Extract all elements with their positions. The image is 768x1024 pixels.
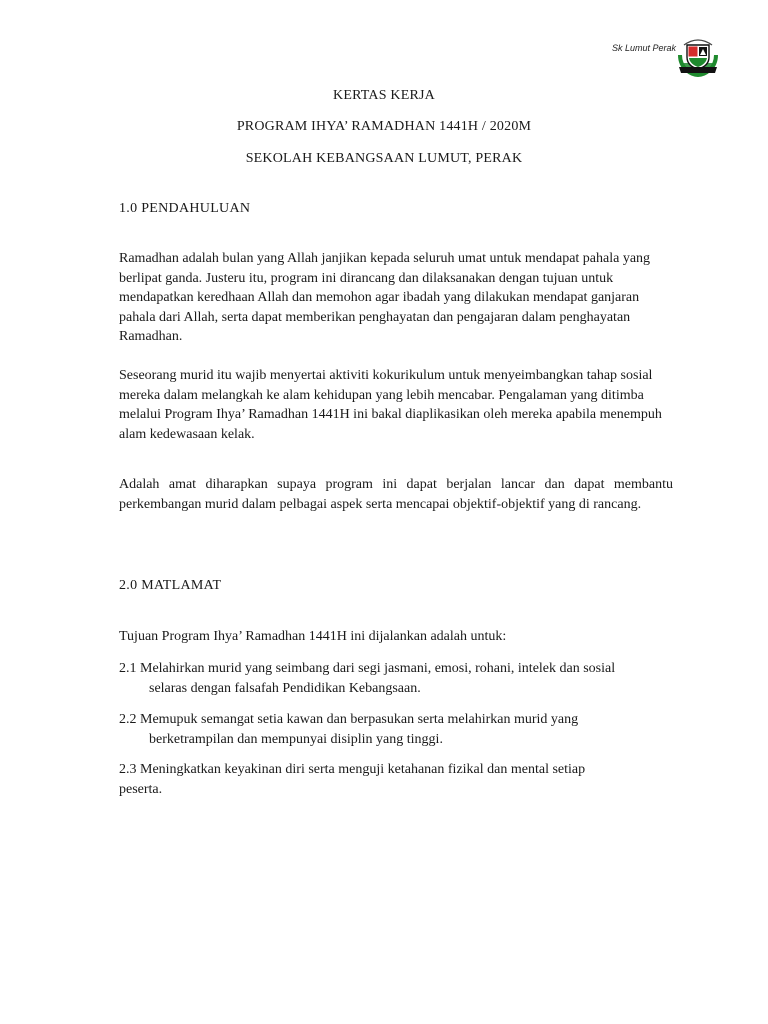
school-crest-icon bbox=[674, 33, 722, 79]
paragraph-expectation: Adalah amat diharapkan supaya program ini dapat berjalan lancar dan dapat membantu perkembangan murid dalam pelbagai aspek serta mencapai objektif-objektif yang di rancang. bbox=[119, 477, 673, 512]
objective-item-2 bbox=[119, 710, 673, 749]
objective-item-1 bbox=[119, 659, 673, 698]
program-title: PROGRAM IHYA’ RAMADHAN 1441H / 2020M bbox=[236, 119, 532, 134]
paragraph-intro: Ramadhan adalah bulan yang Allah janjikan kepada seluruh umat untuk mendapat pahala yang berlipat ganda. Justeru itu, program ini dirancang dan dilaksanakan dengan tujuan untuk mendapatkan keredhaan Allah dan memohon agar ibadah yang dilakukan mendapat ganjaran pahala dari Allah, serta dapat memberikan penghayatan dan pengajaran dalam penghayatan Ramadhan. bbox=[119, 251, 651, 345]
objective-item-3 bbox=[119, 760, 673, 799]
objective-item-3-continuation: peserta. bbox=[119, 781, 163, 797]
document-title: KERTAS KERJA bbox=[333, 88, 435, 103]
objective-item-1-continuation: selaras dengan falsafah Pendidikan Kebangsaan. bbox=[149, 680, 421, 696]
section-heading-pendahuluan: 1.0 PENDAHULUAN bbox=[119, 201, 251, 216]
objective-item-1-text: 2.1 Melahirkan murid yang seimbang dari segi jasmani, emosi, rohani, intelek dan sosial bbox=[119, 661, 616, 676]
school-label: Sk Lumut Perak bbox=[611, 43, 676, 53]
section-heading-matlamat: 2.0 MATLAMAT bbox=[119, 578, 222, 593]
paragraph-cocurriculum: Seseorang murid itu wajib menyertai aktiviti kokurikulum untuk menyeimbangkan tahap sosial mereka dalam melangkah ke alam kehidupan yang lebih mencabar. Pengalaman yang ditimba melalui Program Ihya’ Ramadhan 1441H ini bakal diaplikasikan oleh mereka apabila menempuh alam kedewasaan kelak. bbox=[119, 368, 662, 442]
objective-item-3-text: 2.3 Meningkatkan keyakinan diri serta menguji ketahanan fizikal dan mental setiap bbox=[119, 762, 586, 777]
paragraph-objectives-intro: Tujuan Program Ihya’ Ramadhan 1441H ini dijalankan adalah untuk: bbox=[119, 629, 507, 644]
school-title: SEKOLAH KEBANGSAAN LUMUT, PERAK bbox=[245, 151, 523, 166]
objective-item-2-text: 2.2 Memupuk semangat setia kawan dan berpasukan serta melahirkan murid yang bbox=[119, 712, 579, 727]
objective-item-2-continuation: berketrampilan dan mempunyai disiplin yang tinggi. bbox=[149, 731, 443, 747]
